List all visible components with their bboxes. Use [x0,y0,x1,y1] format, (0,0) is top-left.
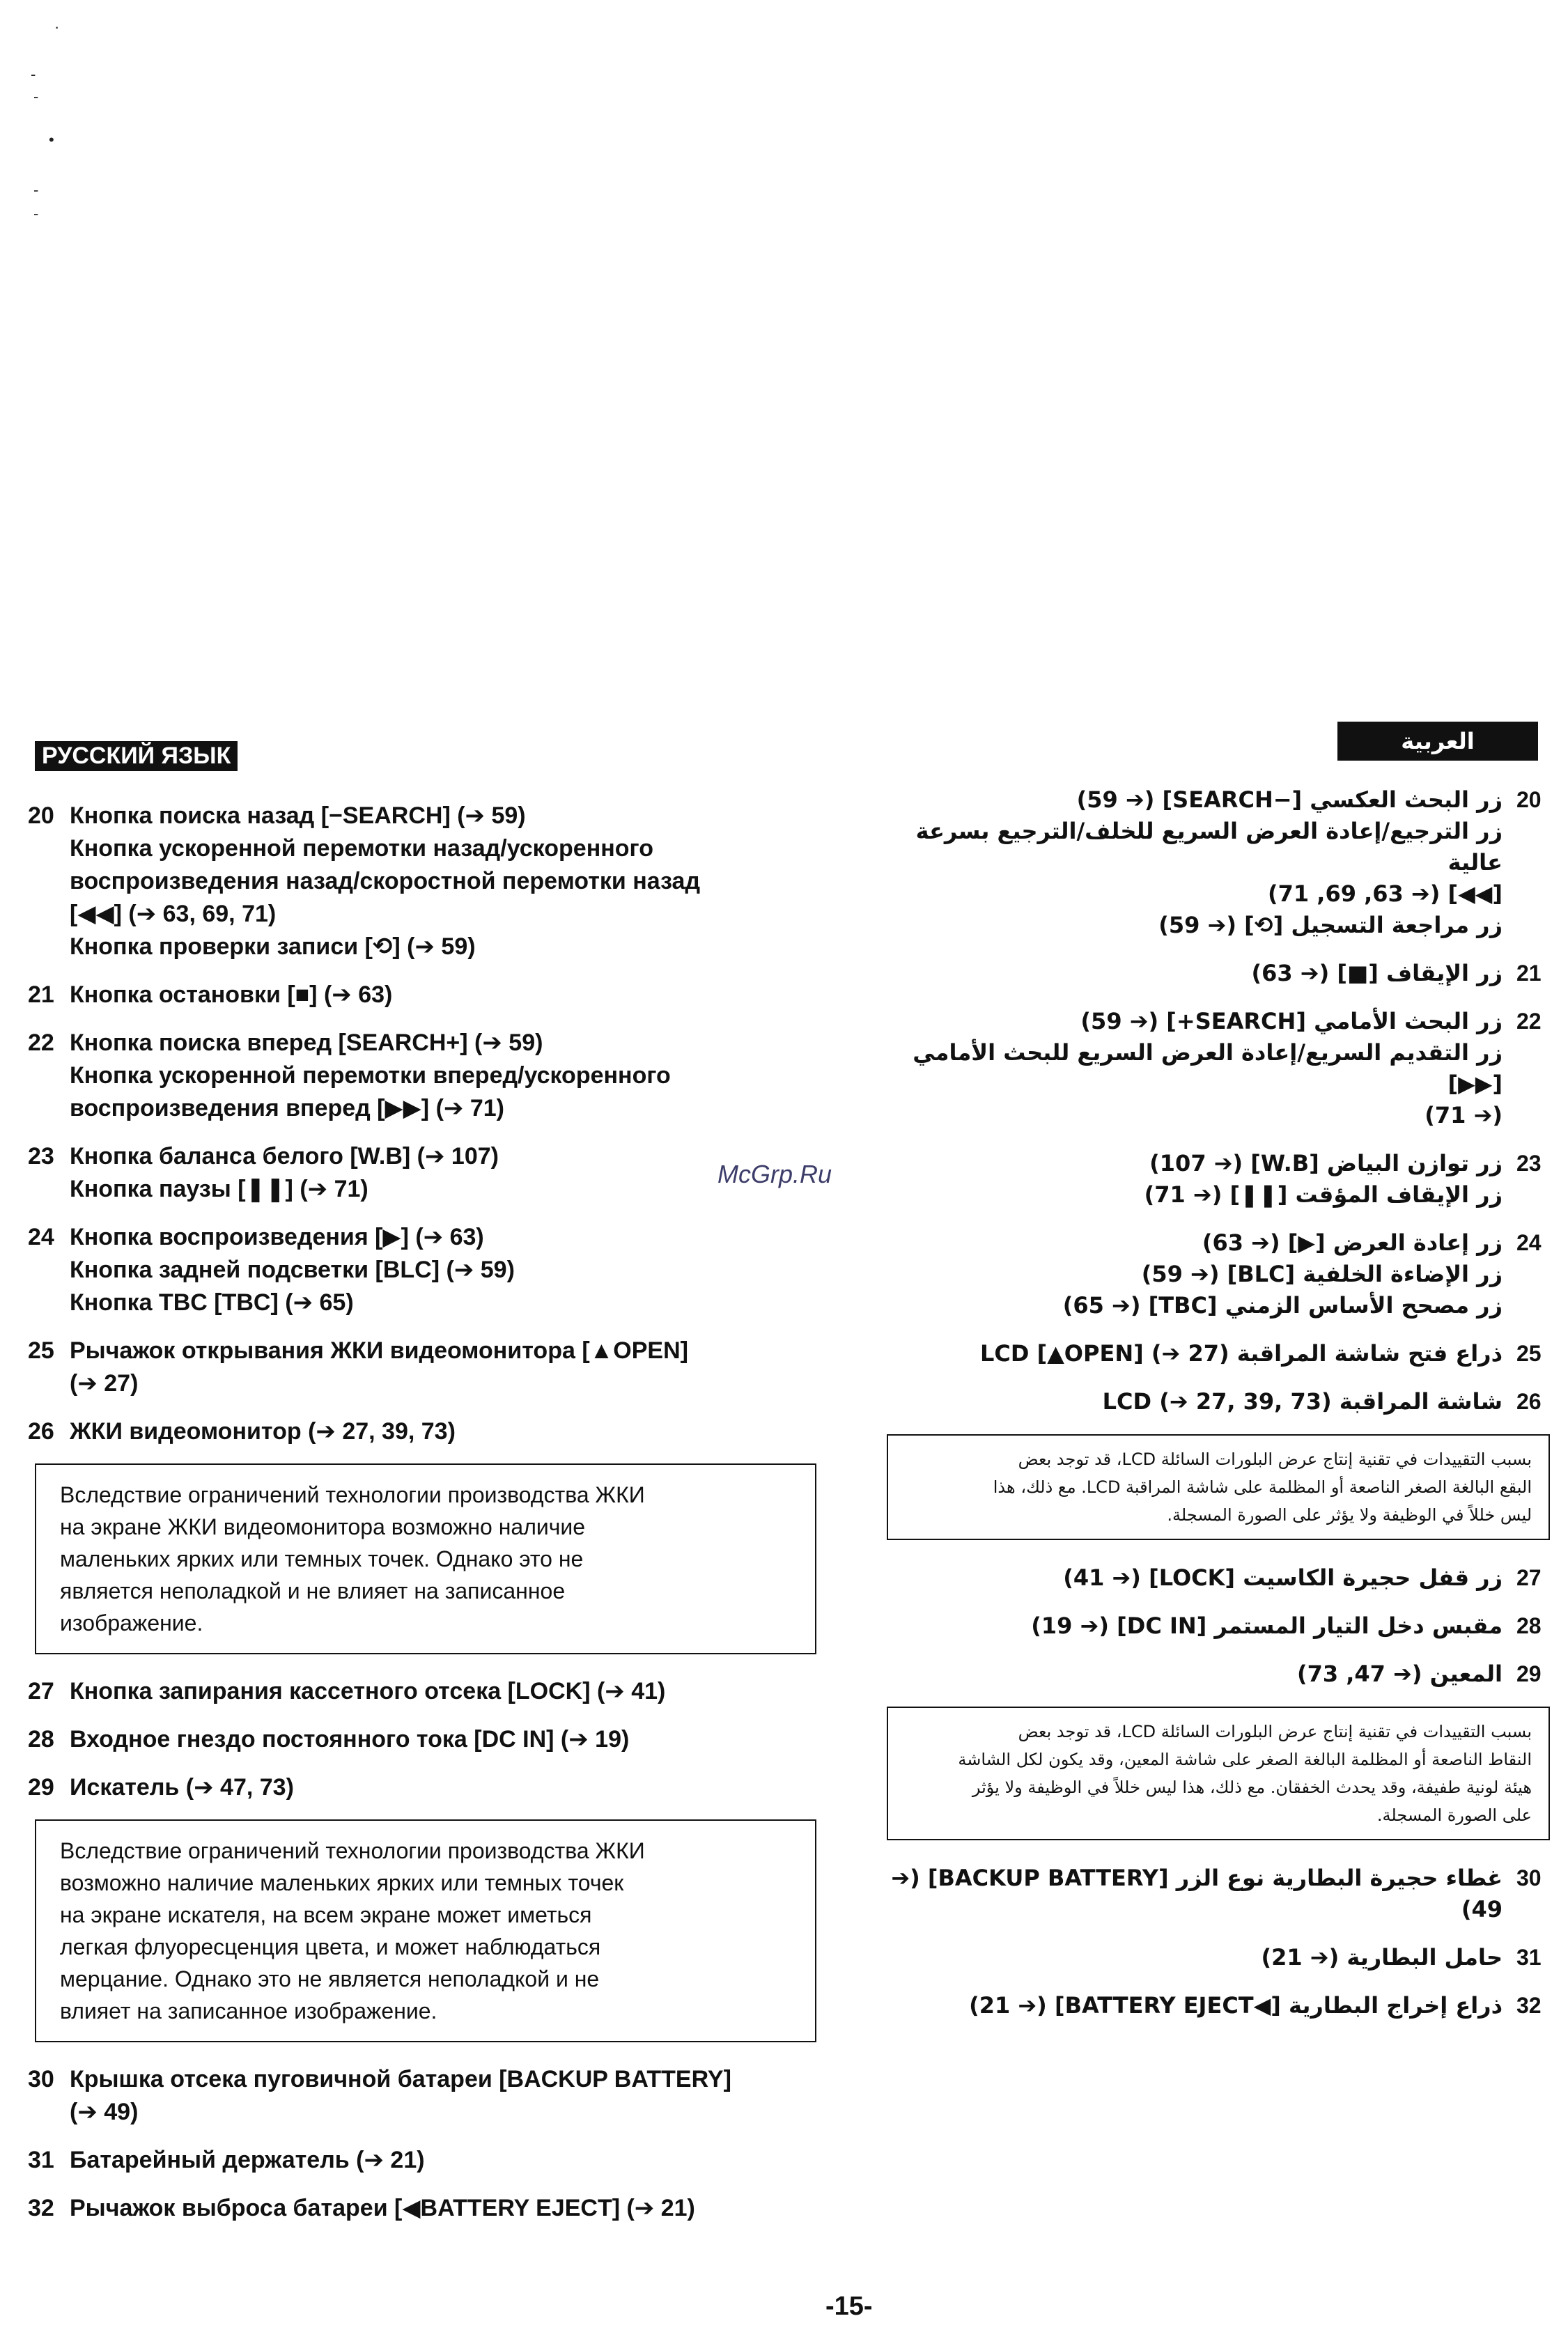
list-item [28,1675,829,1708]
note-line: على الصورة المسجلة. [1376,1805,1532,1825]
watermark: McGrp.Ru [717,1160,832,1188]
item-line: Кнопка воспроизведения [▶] (➔ 63) [70,1224,484,1250]
item-number: 22 [1516,1009,1542,1034]
item-line: Кнопка ускоренной перемотки назад/ускоренного [70,835,654,862]
note-line: является неполадкой и не влияет на записанное [60,1578,566,1603]
note-line: النقاط الناصعة أو المظلمة البالغة الصغر على شاشة المعين، وقد يكون لكل الشاشة [958,1750,1532,1769]
list-item [28,1723,829,1756]
scan-mark: - [31,65,36,83]
item-number: 23 [28,1143,54,1170]
item-line: Батарейный держатель (➔ 21) [70,2147,425,2173]
item-line: Рычажок открывания ЖКИ видеомонитора [▲OPEN] [70,1337,688,1364]
item-number: 26 [1516,1389,1542,1414]
item-line: Входное гнездо постоянного тока [DC IN] (➔ 19) [70,1726,630,1753]
item-line: Рычажок выброса батареи [◀BATTERY EJECT] (➔ 21) [70,2195,695,2221]
note-line: Вследствие ограничений технологии производства ЖКИ [60,1838,645,1863]
item-line: زر الإيقاف [■] (➔ 63) [1251,960,1503,986]
item-line: Крышка отсека пуговичной батареи [BACKUP BATTERY] [70,2066,731,2092]
note-line: влияет на записанное изображение. [60,1998,437,2023]
list-item [881,1562,1550,1594]
item-number: 30 [28,2066,54,2092]
item-line: Кнопка поиска вперед [SEARCH+] (➔ 59) [70,1030,543,1056]
note-line: на экране искателя, на всем экране может иметься [60,1902,592,1927]
note-box [887,1434,1550,1540]
item-number: 32 [28,2195,54,2221]
item-line: (➔ 27) [70,1370,139,1397]
item-line: (➔ 71) [1425,1102,1503,1128]
russian-column [28,800,829,2240]
item-number: 28 [1516,1613,1542,1638]
item-line: زر الإيقاف المؤقت [❚❚] (➔ 71) [1144,1181,1503,1208]
item-line: زر قفل حجيرة الكاسيت [LOCK] (➔ 41) [1063,1564,1503,1591]
list-item [881,1863,1550,1925]
item-line: المعين (➔ 47, 73) [1296,1661,1503,1687]
item-line: شاشة المراقبة LCD (➔ 27, 39, 73) [1102,1388,1503,1415]
note-line: изображение. [60,1610,203,1636]
item-number: 29 [28,1774,54,1801]
item-number: 29 [1516,1661,1542,1686]
scan-mark: - [33,88,39,105]
item-line: Кнопка поиска назад [−SEARCH] (➔ 59) [70,802,526,829]
item-line: Кнопка запирания кассетного отсека [LOCK] (➔ 41) [70,1678,666,1704]
item-line: حامل البطارية (➔ 21) [1261,1944,1503,1971]
item-number: 23 [1516,1151,1542,1176]
list-item [881,1338,1550,1369]
note-line: ليس خللاً في الوظيفة ولا يؤثر على الصورة المسجلة. [1167,1505,1532,1525]
note-line: маленьких ярких или темных точек. Однако это не [60,1546,584,1571]
scan-mark: - [33,205,39,222]
list-item [28,979,829,1011]
item-number: 27 [1516,1565,1542,1590]
list-item [28,2063,829,2129]
item-line: زر البحث العكسي [−SEARCH] (➔ 59) [1076,786,1503,813]
list-item [28,1140,829,1206]
note-line: بسبب التقييدات في تقنية إنتاج عرض البلورات السائلة LCD، قد توجد بعض [1018,1722,1532,1741]
list-item [28,2192,829,2225]
note-line: легкая флуоресценция цвета, и может наблюдаться [60,1934,601,1959]
list-item [881,784,1550,941]
list-item [881,1148,1550,1211]
note-line: мерцание. Однако это не является неполадкой и не [60,1966,600,1991]
list-item [28,1027,829,1125]
item-line: Кнопка баланса белого [W.B] (➔ 107) [70,1143,499,1170]
list-item [881,1658,1550,1690]
item-line: Кнопка паузы [❚❚] (➔ 71) [70,1176,368,1202]
scan-mark: · [54,18,60,36]
item-number: 26 [28,1418,54,1445]
item-line: Кнопка остановки [■] (➔ 63) [70,981,393,1008]
item-line: ذراع فتح شاشة المراقبة LCD [▲OPEN] (➔ 27) [979,1340,1503,1367]
item-line: زر توازن البياض [W.B] (➔ 107) [1149,1150,1503,1176]
scan-mark: • [49,131,54,148]
item-number: 27 [28,1678,54,1704]
note-line: هيئة لونية طفيفة، وقد يحدث الخفقان. مع ذلك، هذا ليس خللاً في الوظيفة ولا يؤثر [972,1778,1532,1797]
item-line: Кнопка задней подсветки [BLC] (➔ 59) [70,1257,515,1283]
item-number: 30 [1516,1865,1542,1890]
russian-section-header: РУССКИЙ ЯЗЫК [35,741,238,771]
item-number: 32 [1516,1993,1542,2018]
item-line: ذراع إخراج البطارية [◀BATTERY EJECT] (➔ 21) [969,1992,1503,2019]
item-line: Кнопка TBC [TBC] (➔ 65) [70,1289,354,1316]
item-number: 31 [1516,1945,1542,1970]
list-item [28,1771,829,1804]
item-number: 21 [1516,961,1542,986]
item-line: مقبس دخل التيار المستمر [DC IN] (➔ 19) [1031,1613,1503,1639]
item-number: 25 [1516,1341,1542,1366]
item-number: 20 [28,802,54,829]
page-number: -15- [825,2292,873,2321]
item-number: 24 [28,1224,54,1250]
list-item [28,1415,829,1448]
note-line: البقع البالغة الصغر الناصعة أو المظلمة على شاشة المراقبة LCD. مع ذلك، هذا [993,1477,1532,1497]
item-line: воспроизведения назад/скоростной перемотки назад [70,868,701,894]
item-number: 20 [1516,787,1542,812]
list-item [28,1221,829,1319]
item-number: 25 [28,1337,54,1364]
item-line: زر الإضاءة الخلفية [BLC] (➔ 59) [1141,1261,1503,1287]
item-line: ЖКИ видеомонитор (➔ 27, 39, 73) [70,1418,456,1445]
note-line: на экране ЖКИ видеомонитора возможно наличие [60,1514,586,1539]
list-item [28,800,829,963]
item-line: زر التقديم السريع/إعادة العرض السريع للبحث الأمامي [▶▶] [913,1039,1503,1097]
item-line: زر البحث الأمامي [SEARCH+] (➔ 59) [1080,1008,1503,1034]
item-line: Кнопка проверки записи [⟲] (➔ 59) [70,933,476,960]
arabic-section-header: العربية [1337,722,1538,761]
note-line: Вследствие ограничений технологии производства ЖКИ [60,1482,645,1507]
item-line: زر إعادة العرض [▶] (➔ 63) [1202,1229,1503,1256]
item-number: 31 [28,2147,54,2173]
item-line: زر مراجعة التسجيل [⟲] (➔ 59) [1158,912,1503,938]
item-line: [◀◀] (➔ 63, 69, 71) [1268,880,1503,907]
list-item [28,2144,829,2177]
list-item [881,1610,1550,1642]
list-item [28,1335,829,1400]
note-line: بسبب التقييدات في تقنية إنتاج عرض البلورات السائلة LCD، قد توجد بعض [1018,1450,1532,1469]
item-line: (➔ 49) [70,2099,139,2125]
item-line: غطاء حجيرة البطارية نوع الزر [BACKUP BATTERY] (➔ 49) [891,1865,1503,1922]
item-number: 24 [1516,1230,1542,1255]
arabic-column [881,784,1550,2038]
item-number: 28 [28,1726,54,1753]
item-line: زر الترجيع/إعادة العرض السريع للخلف/الترجيع بسرعة عالية [915,818,1503,876]
scan-mark: - [33,181,39,199]
item-number: 22 [28,1030,54,1056]
item-line: زر مصحح الأساس الزمني [TBC] (➔ 65) [1062,1292,1503,1319]
note-line: возможно наличие маленьких ярких или темных точек [60,1870,624,1895]
item-line: Искатель (➔ 47, 73) [70,1774,294,1801]
note-box [35,1463,816,1654]
list-item [881,1386,1550,1417]
list-item [881,1942,1550,1973]
list-item [881,1227,1550,1321]
list-item [881,1006,1550,1131]
item-line: Кнопка ускоренной перемотки вперед/ускоренного [70,1062,671,1089]
list-item [881,1990,1550,2021]
item-line: воспроизведения вперед [▶▶] (➔ 71) [70,1095,504,1121]
note-box [35,1819,816,2042]
list-item [881,958,1550,989]
item-number: 21 [28,981,54,1008]
note-box [887,1707,1550,1840]
item-line: [◀◀] (➔ 63, 69, 71) [70,901,277,927]
